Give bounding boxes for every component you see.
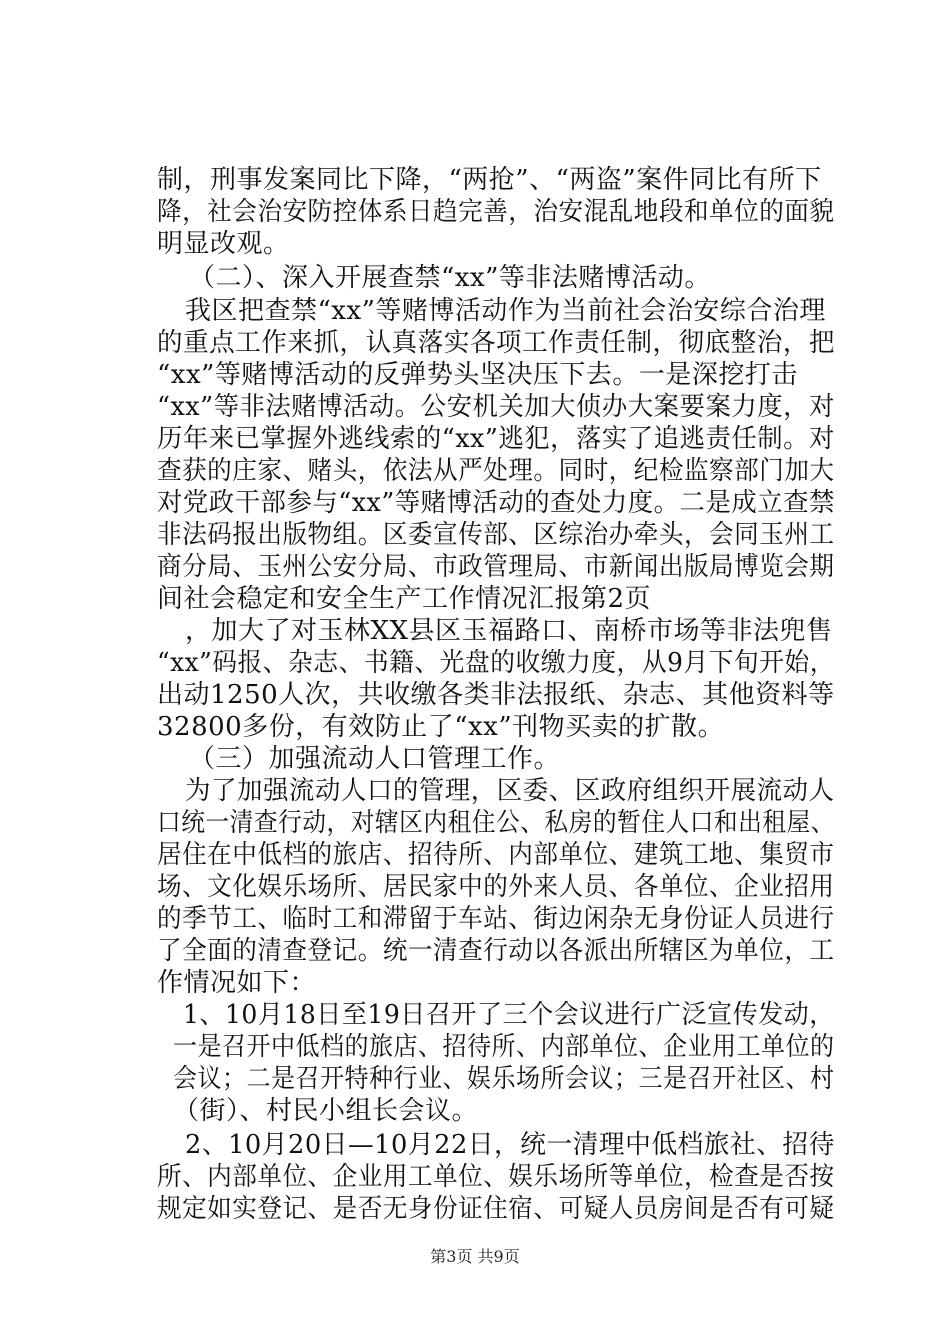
text-line: 商分局、玉州公安分局、市政管理局、市新闻出版局博览会期 (157, 552, 835, 582)
text-line: 了全面的清查登记。统一清查行动以各派出所辖区为单位，工 (157, 936, 835, 966)
text-line: “xx”码报、杂志、书籍、光盘的收缴力度，从9月下旬开始， (157, 648, 835, 678)
text-line: 为了加强流动人口的管理，区委、区政府组织开展流动人 (185, 776, 835, 806)
text-line: 降，社会治安防控体系日趋完善，治安混乱地段和单位的面貌 (157, 197, 835, 227)
text-line: 明显改观。 (157, 229, 290, 259)
text-line: 规定如实登记、是否无身份证住宿、可疑人员房间是否有可疑 (157, 1194, 835, 1224)
text-line: （二）、深入开展查禁“xx”等非法赌博活动。 (189, 263, 711, 293)
text-line: 一是召开中低档的旅店、招待所、内部单位、企业用工单位的 (173, 1032, 835, 1062)
text-line: 场、文化娱乐场所、居民家中的外来人员、各单位、企业招用 (157, 872, 835, 902)
text-line: “xx”等赌博活动的反弹势头坚决压下去。一是深挖打击 (157, 360, 798, 390)
text-line: ，加大了对玉林XX县区玉福路口、南桥市场等非法兜售 (185, 616, 833, 646)
text-line: 作情况如下： (157, 968, 317, 998)
text-line: 口统一清查行动，对辖区内租住公、私房的暂住人口和出租屋、 (157, 808, 835, 838)
text-line: 制，刑事发案同比下降，“两抢”、“两盗”案件同比有所下 (157, 165, 822, 195)
text-line: （街）、村民小组长会议。 (173, 1096, 479, 1126)
text-line: 居住在中低档的旅店、招待所、内部单位、建筑工地、集贸市 (157, 840, 835, 870)
text-line: 我区把查禁“xx”等赌博活动作为当前社会治安综合治理 (185, 296, 826, 326)
text-line: 历年来已掌握外逃线索的“xx”逃犯，落实了追逃责任制。对 (157, 424, 835, 454)
text-line: 对党政干部参与“xx”等赌博活动的查处力度。二是成立查禁 (157, 488, 835, 518)
text-line: （三）加强流动人口管理工作。 (189, 744, 561, 774)
text-line: 非法码报出版物组。区委宣传部、区综治办牵头，会同玉州工 (157, 520, 835, 550)
text-line: 间社会稳定和安全生产工作情况汇报第2页 (157, 584, 652, 614)
text-line: 所、内部单位、企业用工单位、娱乐场所等单位，检查是否按 (157, 1162, 835, 1192)
text-line: 32800多份，有效防止了“xx”刊物买卖的扩散。 (157, 712, 725, 742)
text-line: 会议；二是召开特种行业、娱乐场所会议；三是召开社区、村 (173, 1064, 835, 1094)
page-footer: 第3页 共9页 (430, 1247, 520, 1266)
text-line: 的重点工作来抓，认真落实各项工作责任制，彻底整治，把 (157, 328, 835, 358)
text-line: 1、10月18日至19日召开了三个会议进行广泛宣传发动， (183, 1000, 835, 1030)
text-line: “xx”等非法赌博活动。公安机关加大侦办大案要案力度，对 (157, 392, 835, 422)
text-line: 2、10月20日—10月22日，统一清理中低档旅社、招待 (185, 1130, 835, 1160)
text-line: 查获的庄家、赌头，依法从严处理。同时，纪检监察部门加大 (157, 456, 835, 486)
text-line: 的季节工、临时工和滞留于车站、街边闲杂无身份证人员进行 (157, 904, 835, 934)
text-line: 出动1250人次，共收缴各类非法报纸、杂志、其他资料等 (157, 680, 835, 710)
